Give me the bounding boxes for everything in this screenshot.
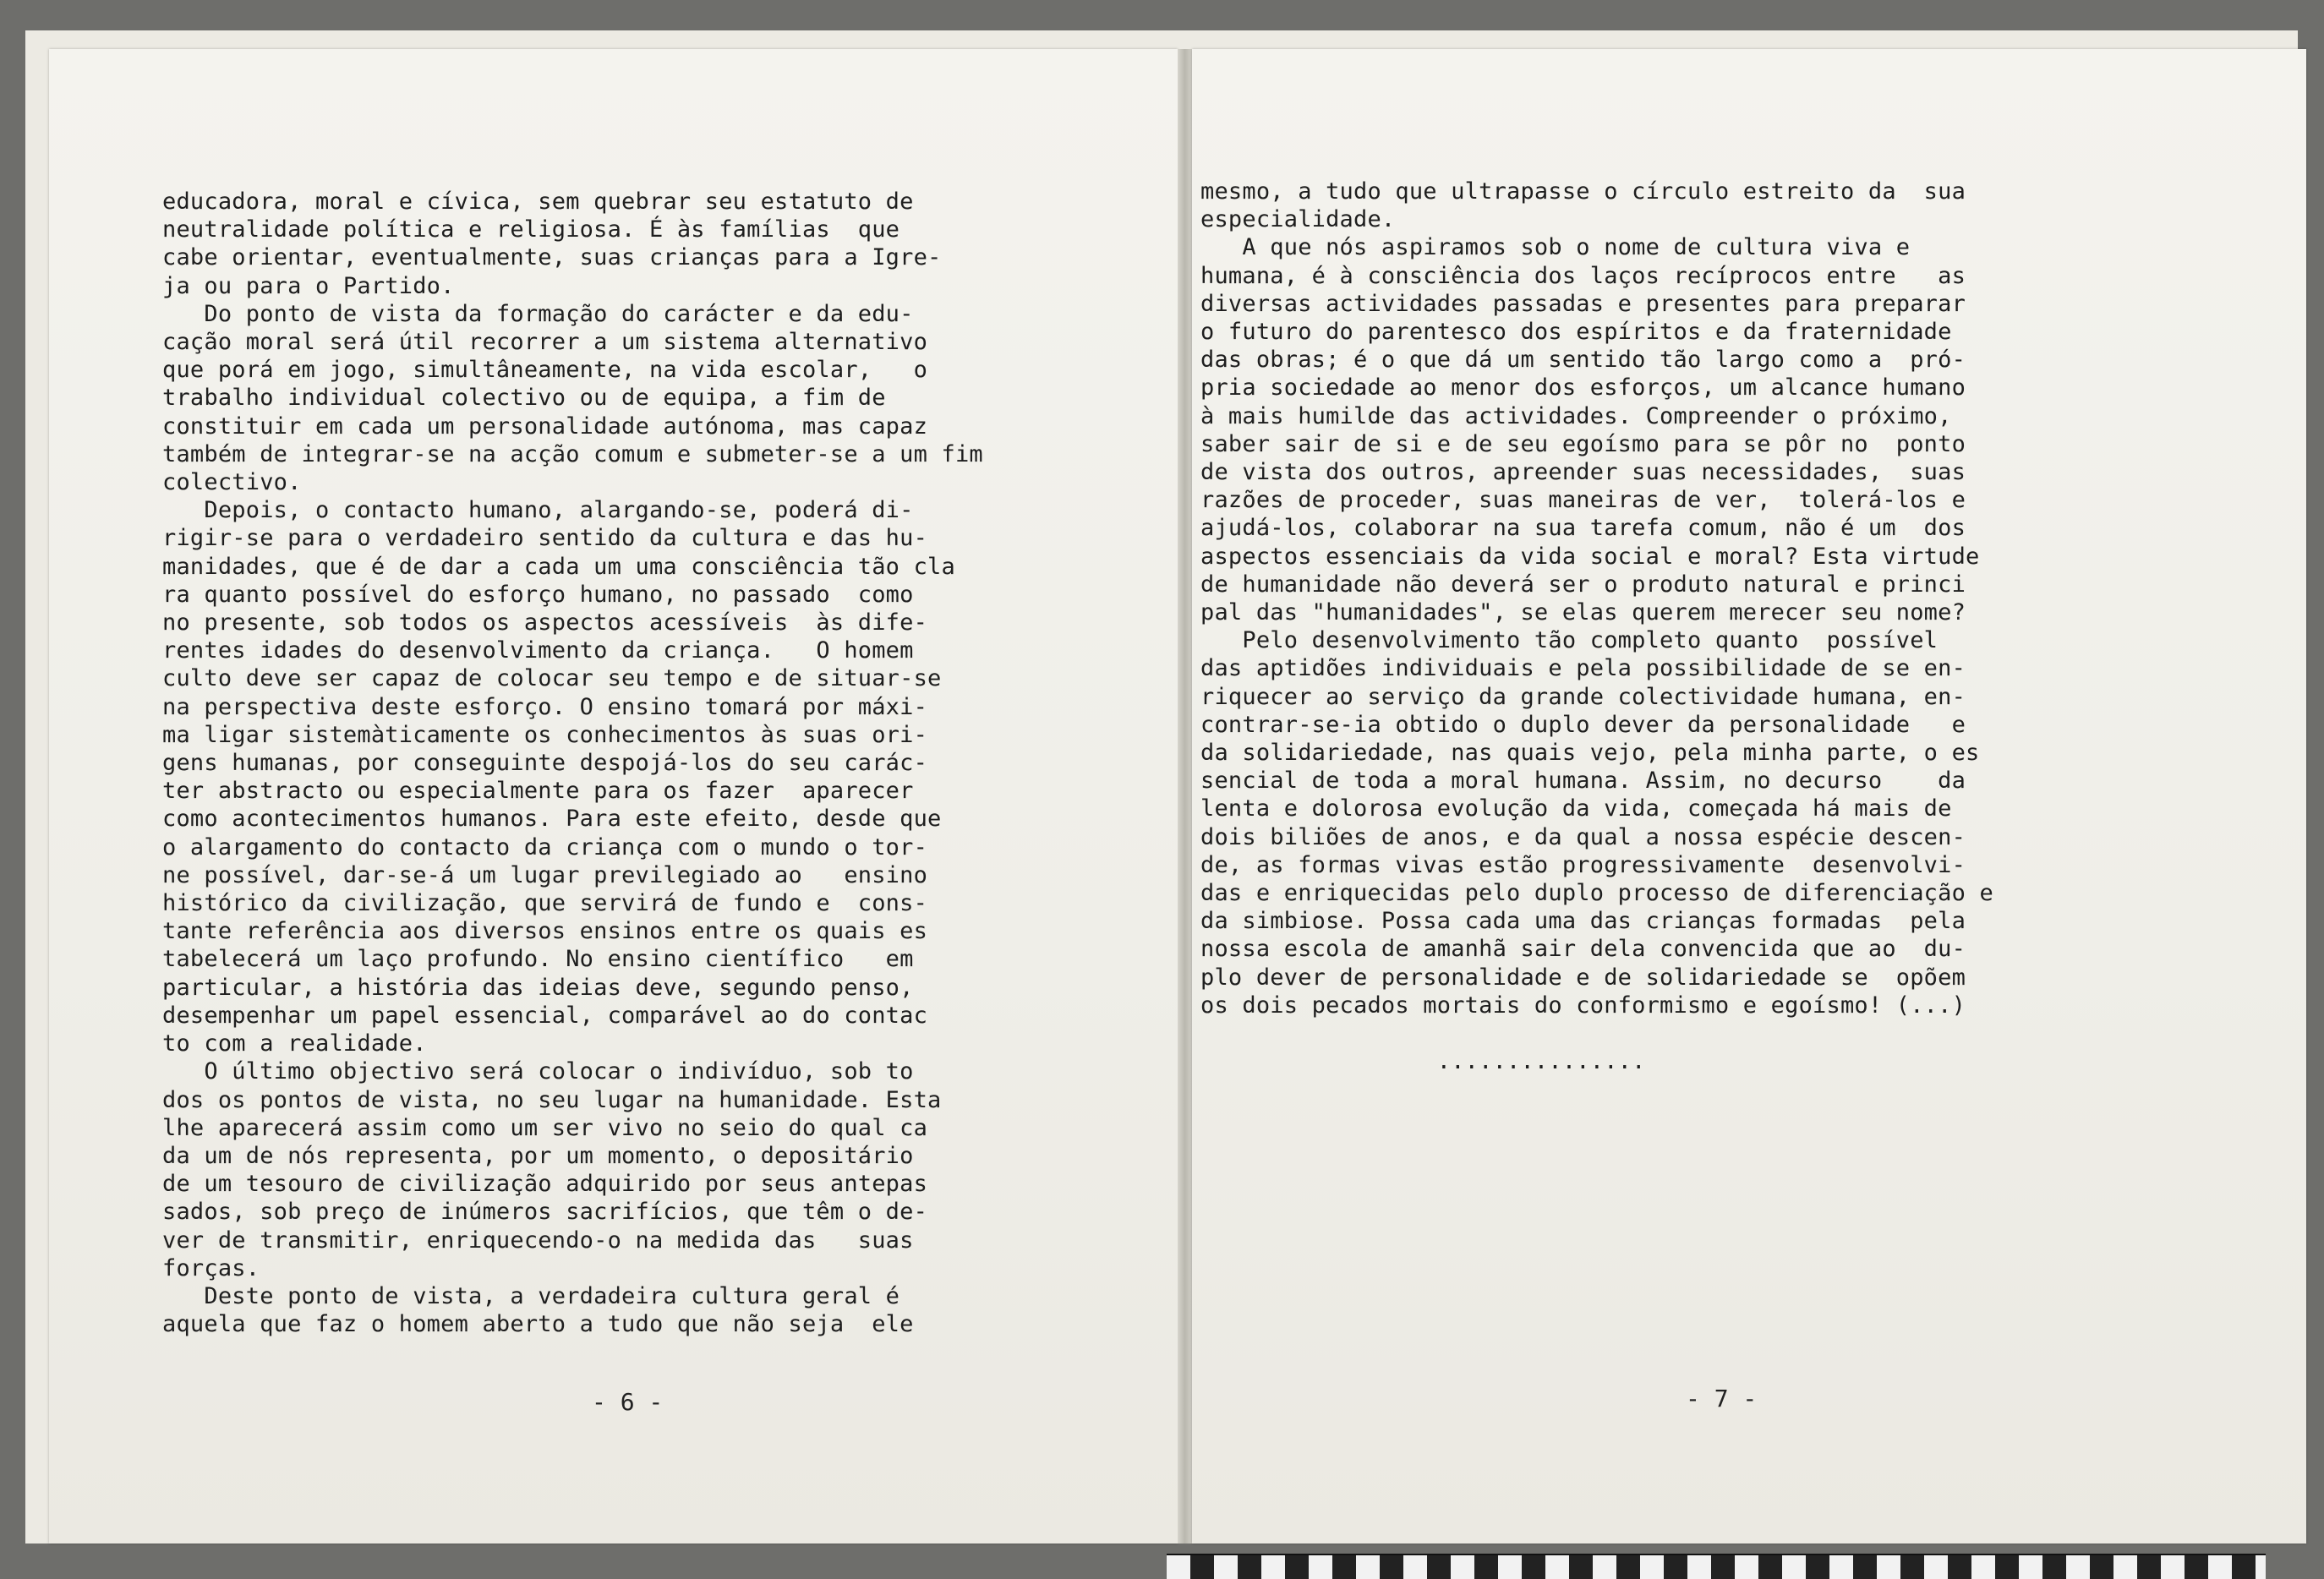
text-line: à mais humilde das actividades. Compreender o próximo,	[1200, 402, 1952, 429]
text-line: ja ou para o Partido.	[162, 272, 455, 299]
text-line: Pelo desenvolvimento tão completo quanto possível	[1200, 627, 1938, 654]
text-line: particular, a história das ideias deve, segundo penso,	[162, 974, 914, 1001]
text-line: aquela que faz o homem aberto a tudo que não seja ele	[162, 1311, 914, 1338]
text-line: desempenhar um papel essencial, comparável ao do contac	[162, 1002, 928, 1029]
text-line: da solidariedade, nas quais vejo, pela minha parte, o es	[1200, 740, 1980, 767]
text-line: sencial de toda a moral humana. Assim, no decurso da	[1200, 768, 1966, 795]
text-line: gens humanas, por conseguinte despojá-los do seu carác-	[162, 750, 928, 777]
text-line: lhe aparecerá assim como um ser vivo no seio do qual ca	[162, 1114, 928, 1141]
text-line: rentes idades do desenvolvimento da criança. O homem	[162, 637, 914, 664]
text-line: de, as formas vivas estão progressivamente desenvolvi-	[1200, 851, 1966, 878]
text-line: ...............	[1200, 1048, 1646, 1075]
text-line: também de integrar-se na acção comum e submeter-se a um fim	[162, 440, 983, 467]
text-line: ajudá-los, colaborar na sua tarefa comum, não é um dos	[1200, 515, 1966, 542]
text-line: manidades, que é de dar a cada um uma consciência tão cla	[162, 553, 955, 580]
text-line: cabe orientar, eventualmente, suas crianças para a Igre-	[162, 244, 942, 271]
book-gutter	[1178, 49, 1192, 1543]
text-line: neutralidade política e religiosa. É às famílias que	[162, 216, 900, 243]
text-line: Deste ponto de vista, a verdadeira cultura geral é	[162, 1282, 900, 1309]
text-line: dois biliões de anos, e da qual a nossa espécie descen-	[1200, 823, 1966, 850]
text-line	[1200, 1019, 1993, 1047]
text-line: riquecer ao serviço da grande colectividade humana, en-	[1200, 683, 1966, 710]
text-line: Depois, o contacto humano, alargando-se, poderá di-	[162, 497, 914, 524]
text-line: histórico da civilização, que servirá de fundo e cons-	[162, 890, 928, 917]
text-line: colectivo.	[162, 469, 302, 496]
text-line: na perspectiva deste esforço. O ensino tomará por máxi-	[162, 693, 928, 720]
text-line: plo dever de personalidade e de solidariedade se opõem	[1200, 964, 1966, 991]
text-line: constituir em cada um personalidade autónoma, mas capaz	[162, 413, 928, 440]
text-line: humana, é à consciência dos laços recíprocos entre as	[1200, 262, 1966, 289]
text-line: saber sair de si e de seu egoísmo para se pôr no ponto	[1200, 430, 1966, 457]
text-line: dos os pontos de vista, no seu lugar na humanidade. Esta	[162, 1086, 942, 1113]
text-line: ma ligar sistemàticamente os conhecimentos às suas ori-	[162, 721, 928, 748]
left-page-number: - 6 -	[592, 1388, 664, 1416]
text-line: da um de nós representa, por um momento, o depositário	[162, 1142, 914, 1169]
text-line: no presente, sob todos os aspectos acessíveis às dife-	[162, 609, 928, 637]
text-line: forças.	[162, 1254, 260, 1281]
text-line: pal das "humanidades", se elas querem merecer seu nome?	[1200, 599, 1966, 626]
text-line: diversas actividades passadas e presentes para preparar	[1200, 290, 1966, 317]
text-line: de vista dos outros, apreender suas necessidades, suas	[1200, 459, 1966, 486]
text-line: o futuro do parentesco dos espíritos e da fraternidade	[1200, 319, 1952, 346]
text-line: especialidade.	[1200, 206, 1396, 233]
text-line: das obras; é o que dá um sentido tão largo como a pró-	[1200, 347, 1966, 374]
right-page-text	[1200, 178, 1993, 1076]
text-line: aspectos essenciais da vida social e moral? Esta virtude	[1200, 543, 1980, 570]
text-line: ne possível, dar-se-á um lugar previlegiado ao ensino	[162, 861, 928, 888]
text-line: O último objectivo será colocar o indivíduo, sob to	[162, 1058, 914, 1085]
text-line: to com a realidade.	[162, 1030, 427, 1057]
text-line: tante referência aos diversos ensinos entre os quais es	[162, 918, 928, 945]
text-line: das aptidões individuais e pela possibilidade de se en-	[1200, 655, 1966, 682]
text-line: pria sociedade ao menor dos esforços, um alcance humano	[1200, 374, 1966, 402]
text-line: de humanidade não deverá ser o produto natural e princi	[1200, 571, 1966, 598]
text-line: cação moral será útil recorrer a um sistema alternativo	[162, 329, 928, 356]
text-line: ter abstracto ou especialmente para os fazer aparecer	[162, 778, 914, 805]
text-line: A que nós aspiramos sob o nome de cultura viva e	[1200, 234, 1911, 261]
text-line: como acontecimentos humanos. Para este efeito, desde que	[162, 806, 942, 833]
text-line: ver de transmitir, enriquecendo-o na medida das suas	[162, 1227, 914, 1254]
scale-ruler	[1167, 1554, 2266, 1579]
text-line: rigir-se para o verdadeiro sentido da cultura e das hu-	[162, 525, 928, 552]
left-page-text	[162, 188, 983, 1338]
text-line: trabalho individual colectivo ou de equipa, a fim de	[162, 385, 886, 412]
right-page-number: - 7 -	[1686, 1385, 1758, 1412]
text-line: da simbiose. Possa cada uma das crianças formadas pela	[1200, 908, 1966, 935]
text-line: Do ponto de vista da formação do carácter e da edu-	[162, 300, 914, 327]
text-line: de um tesouro de civilização adquirido por seus antepas	[162, 1171, 928, 1198]
text-line: razões de proceder, suas maneiras de ver, tolerá-los e	[1200, 487, 1966, 514]
text-line: culto deve ser capaz de colocar seu tempo e de situar-se	[162, 665, 942, 692]
text-line: lenta e dolorosa evolução da vida, começada há mais de	[1200, 795, 1952, 822]
text-line: os dois pecados mortais do conformismo e egoísmo! (...)	[1200, 992, 1966, 1019]
text-line: contrar-se-ia obtido o duplo dever da personalidade e	[1200, 711, 1966, 738]
text-line: ra quanto possível do esforço humano, no passado como	[162, 581, 914, 608]
text-line: educadora, moral e cívica, sem quebrar seu estatuto de	[162, 188, 914, 215]
text-line: nossa escola de amanhã sair dela convencida que ao du-	[1200, 936, 1966, 963]
text-line: das e enriquecidas pelo duplo processo de diferenciação e	[1200, 880, 1993, 907]
text-line: mesmo, a tudo que ultrapasse o círculo estreito da sua	[1200, 178, 1966, 205]
text-line: o alargamento do contacto da criança com o mundo o tor-	[162, 833, 928, 861]
text-line: tabelecerá um laço profundo. No ensino científico em	[162, 946, 914, 973]
text-line: sados, sob preço de inúmeros sacrifícios, que têm o de-	[162, 1199, 928, 1226]
text-line: que porá em jogo, simultâneamente, na vida escolar, o	[162, 357, 928, 384]
